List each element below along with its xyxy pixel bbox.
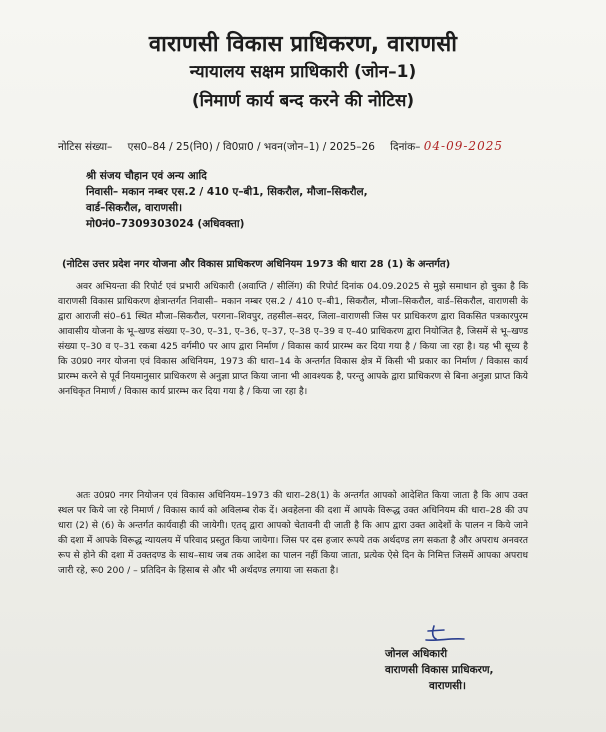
recipient-name: श्री संजय चौहान एवं अन्य आदि bbox=[86, 170, 207, 182]
date-label: दिनांक– bbox=[390, 141, 421, 153]
recipient-address-line2: वार्ड–सिकरौल, वाराणसी। bbox=[86, 202, 183, 214]
court-subtitle: न्यायालय सक्षम प्राधिकारी (जोन–1) bbox=[189, 62, 417, 82]
notice-type-heading: (निमार्ण कार्य बन्द करने की नोटिस) bbox=[191, 91, 415, 111]
signature-scribble-icon bbox=[420, 622, 470, 644]
recipient-address-line1: निवासी– मकान नम्बर एस.2 / 410 ए–बी1, सिकरौल, मौजा–सिकरौल, bbox=[86, 186, 368, 198]
notice-number-line bbox=[58, 139, 578, 154]
recipient-mobile: मो0नं0–7309303024 (अधिवक्ता) bbox=[86, 218, 245, 230]
body-paragraph-2: अतः उ0प्र0 नगर नियोजन एवं विकास अधिनियम–1973 की धारा–28(1) के अन्तर्गत आपको आदेशित किया जाता है कि आप उक्त स्थल पर किये जा रहे निमार्ण / विकास कार्य को अविलम्ब रोक दें। अवहेलना की दशा में आपके विरूद्ध उक्त अधिनियम की धारा–28 की उप धारा (2) से (6) के अन्तर्गत कार्यवाही की जायेगी। एतद् द्वारा आपको चेतावनी दी जाती है कि आप द्वारा उक्त आदेशों के पालन न किये जाने की दशा में आपके विरूद्ध न्यायलय में परिवाद प्रस्तुत किया जायेगा। जिस पर दस हजार रूपये तक अर्थदण्ड लग सकता है और अपराध अनवरत रूप से होने की दशा में उक्तदण्ड के साथ–साथ जब तक आदेश का पालन नहीं किया जाता, प्रत्येक ऐसे दिन के निमित्त जिसमें आपका अपराध जारी रहे, रू0 200 / – प्रतिदिन के हिसाब से और भी अर्थदण्ड लगाया जा सकता है। bbox=[58, 490, 528, 576]
notice-number: एस0–84 / 25(नि0) / वि0प्रा0 / भवन(जोन–1) / 2025–26 bbox=[127, 141, 375, 153]
signatory-designation: जोनल अधिकारी bbox=[385, 648, 448, 660]
signatory-city: वाराणसी। bbox=[429, 680, 466, 692]
handwritten-date: 04-09-2025 bbox=[423, 139, 503, 153]
body-paragraph-1: अवर अभियन्ता की रिपोर्ट एवं प्रभारी अधिकारी (अवाप्ति / सीलिंग) की रिपोर्ट दिनांक 04.09.2025 से मुझे समाधान हो चुका है कि वाराणसी विकास प्राधिकरण क्षेत्रान्तर्गत निवासी– मकान नम्बर एस.2 / 410 ए–बी1, सिकरौल, मौजा–सिकरौल, वार्ड–सिकरौल, वाराणसी के द्वारा आराजी सं0–61 स्थित मौजा–सिकरौल, परगना–शिवपुर, तहसील–सदर, जिला–वाराणसी जिस पर प्राधिकरण द्वारा विकसित पत्रकारपुरम आवासीय योजना के भू–खण्ड संख्या ए–30, ए–31, ए–36, ए–37, ए–38 ए–39 व ए–40 प्राधिकरण द्वारा नियोजित है, जिसमें से भू–खण्ड संख्या ए–30 व ए–31 रकबा 425 वर्गमी0 पर आप द्वारा निर्माण / विकास कार्य प्रारम्भ कर दिया गया है / किया जा रहा है। यह भी सूच्य है कि उ0प्र0 नगर योजना एवं विकास अधिनियम, 1973 की धारा–14 के अन्तर्गत विकास क्षेत्र में किसी भी प्रकार का निर्माण / विकास कार्य प्रारम्भ करने से पूर्व नियमानुसार प्राधिकरण से अनुज्ञा प्राप्त किया जाना भी आवश्यक है, परन्तु आपके द्वारा प्राधिकरण से बिना अनुज्ञा प्राप्त किये अनधिकृत निमार्ण / विकास कार्य प्रारम्भ कर दिया गया है / किया जा रहा है। bbox=[58, 281, 528, 397]
signatory-organisation: वाराणसी विकास प्राधिकरण, bbox=[385, 664, 494, 676]
notice-number-label: नोटिस संख्या– bbox=[58, 141, 113, 153]
notice-subject: (नोटिस उत्तर प्रदेश नगर योजना और विकास प्राधिकरण अधिनियम 1973 की धारा 28 (1) के अन्तर्गत) bbox=[62, 259, 451, 270]
signature-block bbox=[385, 646, 555, 694]
recipient-block bbox=[86, 168, 546, 232]
authority-title: वाराणसी विकास प्राधिकरण, वाराणसी bbox=[148, 32, 458, 57]
